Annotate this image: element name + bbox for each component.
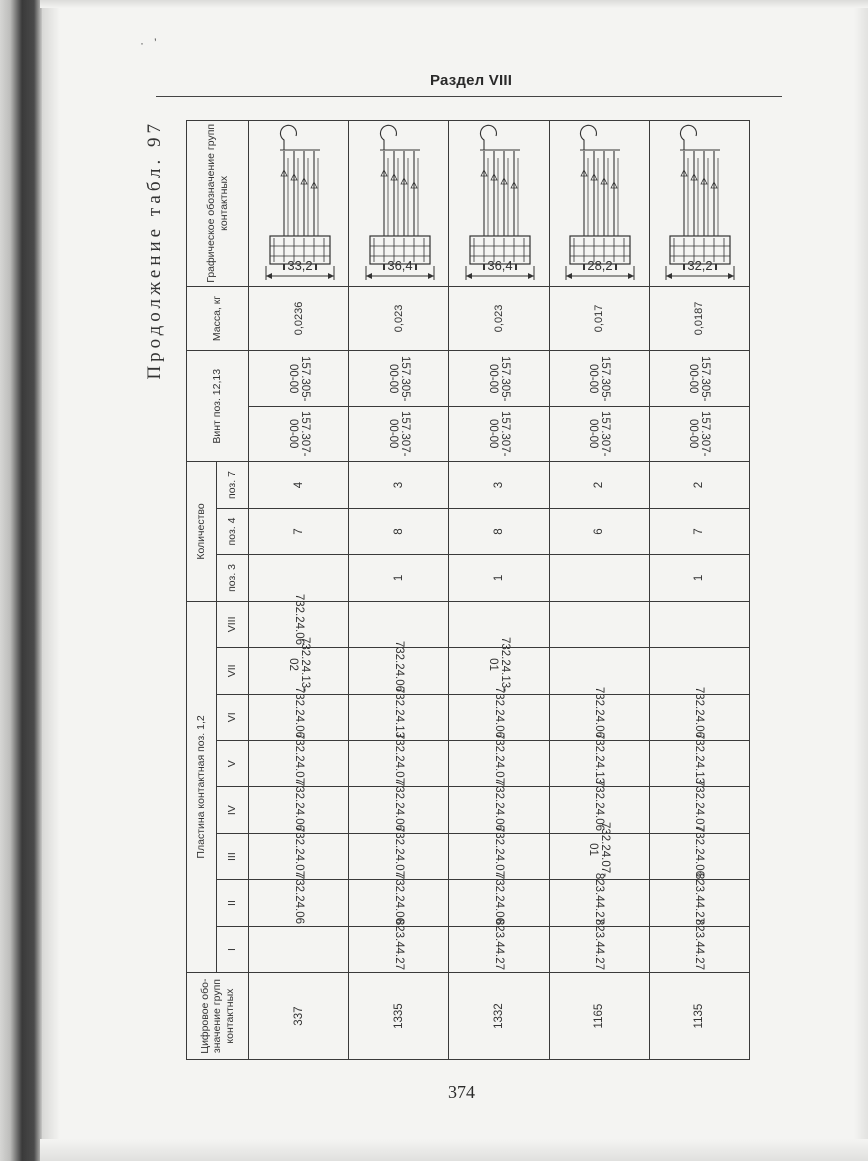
contact-group-drawing: [250, 124, 348, 286]
cell-qty: [349, 508, 449, 554]
cell-mass-text: 0,0236: [292, 301, 305, 336]
contact-group-drawing: [550, 124, 648, 286]
cell-code: [549, 973, 649, 1060]
cell-plate-text: 732.24.06: [392, 640, 405, 692]
cell-plate-text: 732.24.06: [492, 872, 505, 924]
col-header-roman: VI: [217, 694, 249, 740]
cell-plate: [449, 826, 549, 879]
cell-plate: [649, 919, 749, 972]
cell-screw: [649, 351, 749, 407]
cell-plate-text: 732.24.06: [292, 686, 305, 738]
col-header-roman: II: [217, 880, 249, 926]
table-row: [449, 121, 549, 1060]
cell-plate: [249, 636, 349, 694]
cell-code: [449, 973, 549, 1060]
cell-screw: [549, 351, 649, 407]
cell-qty-text: 8: [392, 528, 405, 535]
cell-plate: [449, 872, 549, 926]
col-header-roman: V: [217, 741, 249, 787]
cell-qty: [649, 462, 749, 508]
cell-qty-text: 4: [292, 481, 305, 489]
cell-screw-text: 157.305-00-00: [286, 355, 311, 402]
cell-plate-text: 732.24.06: [693, 686, 706, 738]
cell-qty-text: 2: [693, 481, 706, 489]
cell-plate: [349, 826, 449, 879]
col-header-mass: Масса, кг: [187, 286, 249, 351]
bottom-shadow: [40, 1139, 868, 1161]
cell-mass-text: 0,023: [392, 304, 405, 333]
cell-plate: [249, 826, 349, 879]
cell-qty: [349, 555, 449, 601]
table-row: [549, 121, 649, 1060]
hook: [380, 125, 396, 150]
cell-mass: [349, 286, 449, 351]
cell-plate-text: 732.24.06: [392, 872, 405, 924]
col-header-pos: поз. 7: [217, 462, 249, 508]
cell-plate: [349, 872, 449, 926]
cell-screw: [549, 406, 649, 462]
cell-screw-text: 157.305-00-00: [386, 355, 411, 402]
cell-screw: [249, 406, 349, 462]
cell-plate-text: 823.44.27: [693, 919, 706, 971]
cell-drawing: [549, 121, 649, 287]
cell-plate-text: 732.24.06: [492, 779, 505, 831]
dimension-label: 36,4: [487, 257, 513, 273]
cell-screw: [449, 351, 549, 407]
cell-plate: [449, 636, 549, 694]
page-number: 374: [448, 1082, 475, 1102]
cell-qty: [449, 555, 549, 601]
cell-plate-text: 823.44.27: [593, 872, 606, 924]
cell-plate-text: 732.24.13: [392, 686, 405, 738]
cell-mass: [549, 286, 649, 351]
cell-qty: [649, 508, 749, 554]
cell-qty: [349, 462, 449, 508]
cell-code: [349, 973, 449, 1060]
cell-plate: [549, 822, 649, 879]
cell-plate: [649, 826, 749, 879]
cell-plate: [349, 733, 449, 787]
cell-qty: [249, 462, 349, 508]
cell-plate-text: 732.24.07: [292, 826, 305, 878]
cell-plate-text: 732.24.07-01: [587, 822, 612, 878]
dimension-label: 36,4: [387, 257, 413, 273]
cell-qty: [549, 508, 649, 554]
cell-mass: [249, 286, 349, 351]
cell-drawing: [249, 121, 349, 287]
col-header-roman: VIII: [217, 601, 249, 647]
cell-plate: [349, 919, 449, 972]
header-rule: [156, 96, 782, 97]
cell-plate: [449, 919, 549, 972]
cell-screw-text: 157.307-00-00: [486, 411, 511, 457]
cell-code-text: 337: [292, 1006, 305, 1026]
cell-plate: [649, 601, 749, 647]
cell-plate-text: 732.24.06: [593, 686, 606, 738]
cell-plate-text: 732.24.06: [292, 779, 305, 831]
cell-qty-text: 2: [593, 481, 606, 489]
cell-plate: [449, 779, 549, 833]
cell-plate-text: 732.24.07: [292, 733, 305, 785]
cell-screw-text: 157.305-00-00: [687, 355, 712, 402]
cell-plate-text: 732.24.06: [292, 593, 305, 646]
cell-plate: [649, 686, 749, 740]
cell-qty: [649, 555, 749, 601]
col-header-roman: IV: [217, 787, 249, 833]
table-caption: Продолжение табл. 97: [144, 120, 165, 380]
cell-plate-text: 732.24.06: [292, 872, 305, 924]
section-title: Раздел VIII: [430, 72, 513, 89]
cell-qty-text: 8: [492, 528, 505, 535]
cell-plate: [549, 872, 649, 926]
top-shadow: [40, 0, 868, 8]
cell-plate: [249, 872, 349, 926]
cell-qty-text: 1: [492, 574, 505, 582]
cell-qty-text: 1: [693, 574, 706, 582]
cell-qty-text: 7: [292, 528, 305, 535]
cell-code: [649, 973, 749, 1060]
binding-shadow: [42, 0, 60, 1161]
cell-screw: [349, 351, 449, 407]
col-header-pos: поз. 4: [217, 508, 249, 554]
cell-plate: [649, 872, 749, 926]
cell-qty-text: 3: [492, 481, 505, 489]
contact-group-drawing: [450, 124, 548, 286]
col-header-roman: III: [217, 833, 249, 879]
col-header-plate: Пластина контактная поз. 1,2: [187, 601, 217, 973]
cell-mass: [449, 286, 549, 351]
cell-plate: [249, 926, 349, 972]
cell-screw: [449, 406, 549, 462]
cell-plate: [249, 686, 349, 740]
cell-plate-text: 732.24.07: [392, 733, 405, 785]
cell-plate: [349, 686, 449, 740]
cell-qty-text: 1: [392, 574, 405, 582]
cell-plate: [349, 640, 449, 694]
cell-code-text: 1135: [693, 1003, 706, 1029]
cell-screw-text: 157.307-00-00: [286, 411, 311, 457]
cell-plate: [349, 779, 449, 833]
page-edge: [854, 0, 868, 1161]
cell-plate-text: 823.44.27: [492, 919, 505, 971]
cell-screw: [649, 406, 749, 462]
hook: [280, 125, 296, 150]
dimension-label: 33,2: [286, 257, 313, 273]
col-header-screw: Винт поз. 12,13: [187, 351, 249, 462]
cell-plate: [549, 601, 649, 647]
cell-plate-text: 732.24.07: [492, 733, 505, 785]
contact-group-table: [186, 120, 750, 1060]
cell-plate: [649, 733, 749, 787]
cell-plate-text: 732.24.13: [693, 733, 706, 785]
cell-plate: [649, 779, 749, 833]
col-header-code: Цифровое обо-значение групп контактных: [187, 973, 249, 1060]
cell-qty: [249, 508, 349, 554]
cell-plate-text: 732.24.06: [593, 779, 606, 831]
cell-plate-text: 732.24.06: [693, 826, 706, 878]
cell-plate: [549, 919, 649, 972]
cell-screw-text: 157.305-00-00: [587, 355, 612, 402]
cell-plate: [549, 779, 649, 833]
book-binding: [0, 0, 42, 1161]
col-header-quantity: Количество: [187, 462, 217, 601]
hook: [681, 125, 697, 150]
cell-mass: [649, 286, 749, 351]
cell-plate-text: 732.24.13: [593, 733, 606, 785]
table-row: [349, 121, 449, 1060]
cell-drawing: [649, 121, 749, 287]
cell-screw-text: 157.307-00-00: [386, 411, 411, 457]
cell-plate: [549, 733, 649, 787]
dimension-label: 28,2: [587, 257, 613, 273]
cell-screw: [249, 351, 349, 407]
hook: [581, 125, 597, 150]
table-row: [249, 121, 349, 1060]
cell-drawing: [349, 121, 449, 287]
cell-code-text: 1332: [492, 1003, 505, 1029]
cell-plate-text: 732.24.06: [392, 779, 405, 831]
contact-group-drawing: [350, 124, 448, 286]
cell-qty-text: 3: [392, 481, 405, 489]
cell-qty-text: 7: [693, 528, 706, 535]
cell-plate-text: 732.24.13-01: [486, 636, 511, 692]
cell-plate-text: 732.24.13-02: [286, 636, 311, 692]
cell-qty: [549, 555, 649, 601]
cell-plate-text: 732.24.07: [492, 826, 505, 878]
cell-plate: [249, 779, 349, 833]
cell-screw-text: 157.305-00-00: [486, 355, 511, 402]
cell-qty-text: 6: [593, 528, 606, 535]
cell-plate-text: 732.24.06: [492, 686, 505, 738]
cell-plate-text: 823.44.27: [593, 919, 606, 971]
scan-specks: · ’: [140, 36, 157, 50]
cell-screw-text: 157.307-00-00: [687, 411, 712, 457]
cell-code-text: 1165: [593, 1003, 606, 1029]
dimension-label: 32,2: [687, 257, 714, 273]
col-header-drawing: Графическое обозначение групп контактных: [187, 121, 249, 287]
cell-plate-text: 823.44.27: [392, 919, 405, 971]
cell-code: [249, 973, 349, 1060]
cell-qty: [449, 462, 549, 508]
cell-plate: [449, 733, 549, 787]
cell-qty: [449, 508, 549, 554]
cell-plate: [549, 686, 649, 740]
rotated-table-area: [144, 120, 750, 1060]
cell-plate: [449, 686, 549, 740]
cell-code-text: 1335: [392, 1003, 405, 1029]
cell-plate-text: 732.24.07: [392, 826, 405, 878]
rotated-content: [144, 120, 750, 1060]
cell-qty: [549, 462, 649, 508]
cell-plate-text: 732.24.07: [693, 779, 706, 831]
cell-mass-text: 0,017: [593, 304, 606, 333]
cell-mass-text: 0,0187: [693, 301, 706, 336]
table-row: [649, 121, 749, 1060]
col-header-roman: VII: [217, 648, 249, 694]
hook: [480, 125, 496, 150]
col-header-roman: I: [217, 926, 249, 972]
cell-drawing: [449, 121, 549, 287]
cell-plate: [249, 733, 349, 787]
cell-plate-text: 823.44.27: [693, 872, 706, 924]
cell-plate: [249, 593, 349, 647]
cell-mass-text: 0,023: [492, 304, 505, 333]
contact-group-drawing: [650, 124, 748, 286]
cell-screw-text: 157.307-00-00: [587, 411, 612, 457]
cell-screw: [349, 406, 449, 462]
col-header-pos: поз. 3: [217, 555, 249, 601]
